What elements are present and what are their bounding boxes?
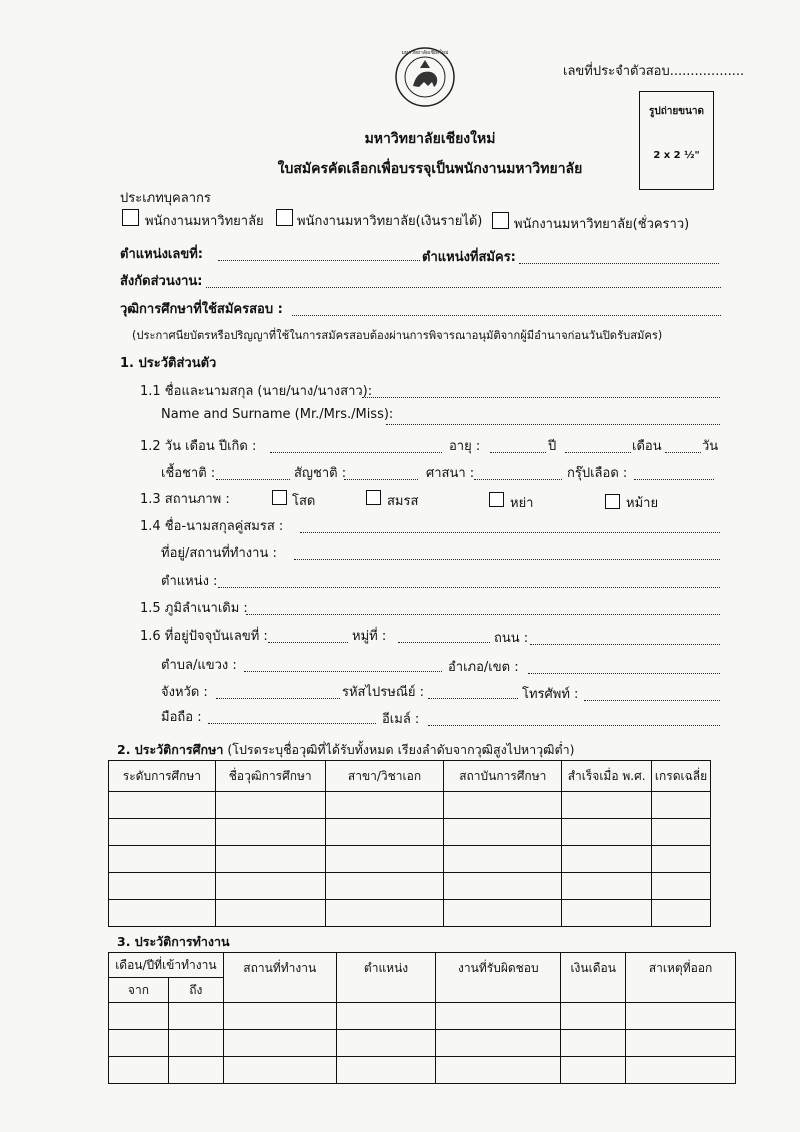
university-name: มหาวิทยาลัยเชียงใหม่ xyxy=(364,131,496,147)
phone-label: โทรศัพท์ : xyxy=(522,687,579,702)
spouse-label: 1.4 ชื่อ-นามสกุลคู่สมรส : xyxy=(140,519,284,534)
address-label: 1.6 ที่อยู่ปัจจุบันเลขที่ : xyxy=(140,629,268,644)
phone-field[interactable] xyxy=(584,700,720,701)
option-staff-temporary: พนักงานมหาวิทยาลัย(ชั่วคราว) xyxy=(514,217,690,232)
hometown-field[interactable] xyxy=(246,614,720,615)
form-title: ใบสมัครคัดเลือกเพื่อบรรจุเป็นพนักงานมหาวิทยาลัย xyxy=(277,161,583,177)
affiliation-field[interactable] xyxy=(206,287,721,288)
qualification-field[interactable] xyxy=(292,315,721,316)
spouse-position-field[interactable] xyxy=(218,587,720,588)
col-institution: สถาบันการศึกษา xyxy=(444,761,562,792)
table-row xyxy=(109,792,711,819)
position-applied-field[interactable] xyxy=(519,263,719,264)
checkbox-staff-temporary[interactable] xyxy=(492,212,509,229)
moo-field[interactable] xyxy=(398,642,490,643)
road-label: ถนน : xyxy=(494,631,529,646)
nationality-label: สัญชาติ : xyxy=(294,466,347,481)
religion-label: ศาสนา : xyxy=(426,466,475,481)
spouse-field[interactable] xyxy=(300,532,720,533)
section2-note: (โปรดระบุชื่อวุฒิที่ได้รับทั้งหมด เรียงลำดับจากวุฒิสูงไปหาวุฒิต่ำ) xyxy=(227,742,575,757)
subdistrict-label: ตำบล/แขวง : xyxy=(161,658,237,673)
col-degree-name: ชื่อวุฒิการศึกษา xyxy=(215,761,325,792)
col-from: จาก xyxy=(109,978,169,1003)
race-label: เชื้อชาติ : xyxy=(161,466,216,481)
table-row xyxy=(109,846,711,873)
checkbox-single[interactable] xyxy=(272,490,287,505)
affiliation-label: สังกัดส่วนงาน: xyxy=(120,274,203,289)
option-university-staff: พนักงานมหาวิทยาลัย xyxy=(145,214,264,229)
table-row xyxy=(109,1057,736,1084)
position-no-label: ตำแหน่งเลขที่: xyxy=(120,247,203,262)
checkbox-staff-income[interactable] xyxy=(276,209,293,226)
mobile-field[interactable] xyxy=(208,723,376,724)
section1-title: 1. ประวัติส่วนตัว xyxy=(120,356,217,371)
section2-heading xyxy=(117,740,575,760)
age-months-field[interactable] xyxy=(565,452,631,453)
work-header-row xyxy=(109,953,736,978)
col-graduation-year: สำเร็จเมื่อ พ.ศ. xyxy=(562,761,652,792)
hometown-label: 1.5 ภูมิลำเนาเดิม : xyxy=(140,601,248,616)
col-workplace: สถานที่ทำงาน xyxy=(223,953,336,1003)
day-unit: วัน xyxy=(702,439,719,454)
name-en-field[interactable] xyxy=(386,424,720,425)
table-row xyxy=(109,900,711,927)
education-table xyxy=(108,760,711,927)
age-years-field[interactable] xyxy=(490,452,546,453)
qualification-note: (ประกาศนียบัตรหรือปริญญาที่ใช้ในการสมัครสอบต้องผ่านการพิจารณาอนุมัติจากผู้มีอำนาจก่อนวันปิดรับสมัคร) xyxy=(132,329,663,342)
age-label: อายุ : xyxy=(449,439,481,454)
col-responsibilities: งานที่รับผิดชอบ xyxy=(436,953,561,1003)
position-no-field[interactable] xyxy=(218,260,420,261)
education-header-row xyxy=(109,761,711,792)
marital-status-label: 1.3 สถานภาพ : xyxy=(140,492,230,507)
road-field[interactable] xyxy=(530,644,720,645)
postcode-field[interactable] xyxy=(428,698,518,699)
race-field[interactable] xyxy=(216,479,290,480)
spouse-address-label: ที่อยู่/สถานที่ทำงาน : xyxy=(161,546,277,561)
personnel-type-label: ประเภทบุคลากร xyxy=(120,191,211,206)
postcode-label: รหัสไปรษณีย์ : xyxy=(342,685,425,700)
photo-dimensions: 2 x 2 ½" xyxy=(653,150,700,161)
position-applied-label: ตำแหน่งที่สมัคร: xyxy=(422,250,516,265)
col-major: สาขา/วิชาเอก xyxy=(325,761,444,792)
col-salary: เงินเดือน xyxy=(561,953,626,1003)
table-row xyxy=(109,1003,736,1030)
district-field[interactable] xyxy=(528,673,720,674)
house-no-field[interactable] xyxy=(268,642,348,643)
table-row xyxy=(109,1030,736,1057)
name-th-label: 1.1 ชื่อและนามสกุล (นาย/นาง/นางสาว): xyxy=(140,384,373,399)
col-to: ถึง xyxy=(168,978,223,1003)
checkbox-university-staff[interactable] xyxy=(122,209,139,226)
status-married: สมรส xyxy=(387,494,419,509)
spouse-position-label: ตำแหน่ง : xyxy=(161,574,218,589)
seal-lettering: มหาวิทยาลัยเชียงใหม่ xyxy=(401,50,449,56)
col-position: ตำแหน่ง xyxy=(336,953,436,1003)
option-staff-income: พนักงานมหาวิทยาลัย(เงินรายได้) xyxy=(297,214,483,229)
university-seal-logo xyxy=(394,46,456,108)
col-employment-period: เดือน/ปีที่เข้าทำงาน xyxy=(109,953,224,978)
province-field[interactable] xyxy=(216,698,340,699)
checkbox-widowed[interactable] xyxy=(605,494,620,509)
dob-label: 1.2 วัน เดือน ปีเกิด : xyxy=(140,439,257,454)
dob-field[interactable] xyxy=(270,452,442,453)
table-row xyxy=(109,819,711,846)
mobile-label: มือถือ : xyxy=(161,710,202,725)
col-gpa: เกรดเฉลี่ย xyxy=(652,761,711,792)
province-label: จังหวัด : xyxy=(161,685,208,700)
religion-field[interactable] xyxy=(474,479,562,480)
section3-title: 3. ประวัติการทำงาน xyxy=(117,934,230,949)
col-education-level: ระดับการศึกษา xyxy=(109,761,216,792)
section2-title: 2. ประวัติการศึกษา xyxy=(117,742,224,757)
email-label: อีเมล์ : xyxy=(382,712,420,727)
moo-label: หมู่ที่ : xyxy=(352,629,387,644)
status-divorced: หย่า xyxy=(510,496,534,511)
status-widowed: หม้าย xyxy=(626,496,659,511)
name-en-label: Name and Surname (Mr./Mrs./Miss): xyxy=(161,407,394,422)
district-label: อำเภอ/เขต : xyxy=(448,660,519,675)
blood-group-label: กรุ๊ปเลือด : xyxy=(567,466,628,481)
photo-size-label: รูปถ่ายขนาด xyxy=(648,106,705,117)
status-single: โสด xyxy=(292,494,316,509)
year-unit: ปี xyxy=(548,439,557,454)
spouse-address-field[interactable] xyxy=(294,559,720,560)
month-unit: เดือน xyxy=(632,439,662,454)
age-days-field[interactable] xyxy=(665,452,701,453)
table-row xyxy=(109,873,711,900)
qualification-label: วุฒิการศึกษาที่ใช้สมัครสอบ : xyxy=(120,302,283,317)
work-history-table xyxy=(108,952,736,1084)
subdistrict-field[interactable] xyxy=(244,671,442,672)
name-th-field[interactable] xyxy=(362,397,720,398)
exam-number-label: เลขที่ประจำตัวสอบ.................. xyxy=(563,64,745,79)
nationality-field[interactable] xyxy=(344,479,418,480)
blood-group-field[interactable] xyxy=(634,479,714,480)
checkbox-married[interactable] xyxy=(366,490,381,505)
checkbox-divorced[interactable] xyxy=(489,492,504,507)
email-field[interactable] xyxy=(428,725,720,726)
col-reason-leaving: สาเหตุที่ออก xyxy=(626,953,736,1003)
